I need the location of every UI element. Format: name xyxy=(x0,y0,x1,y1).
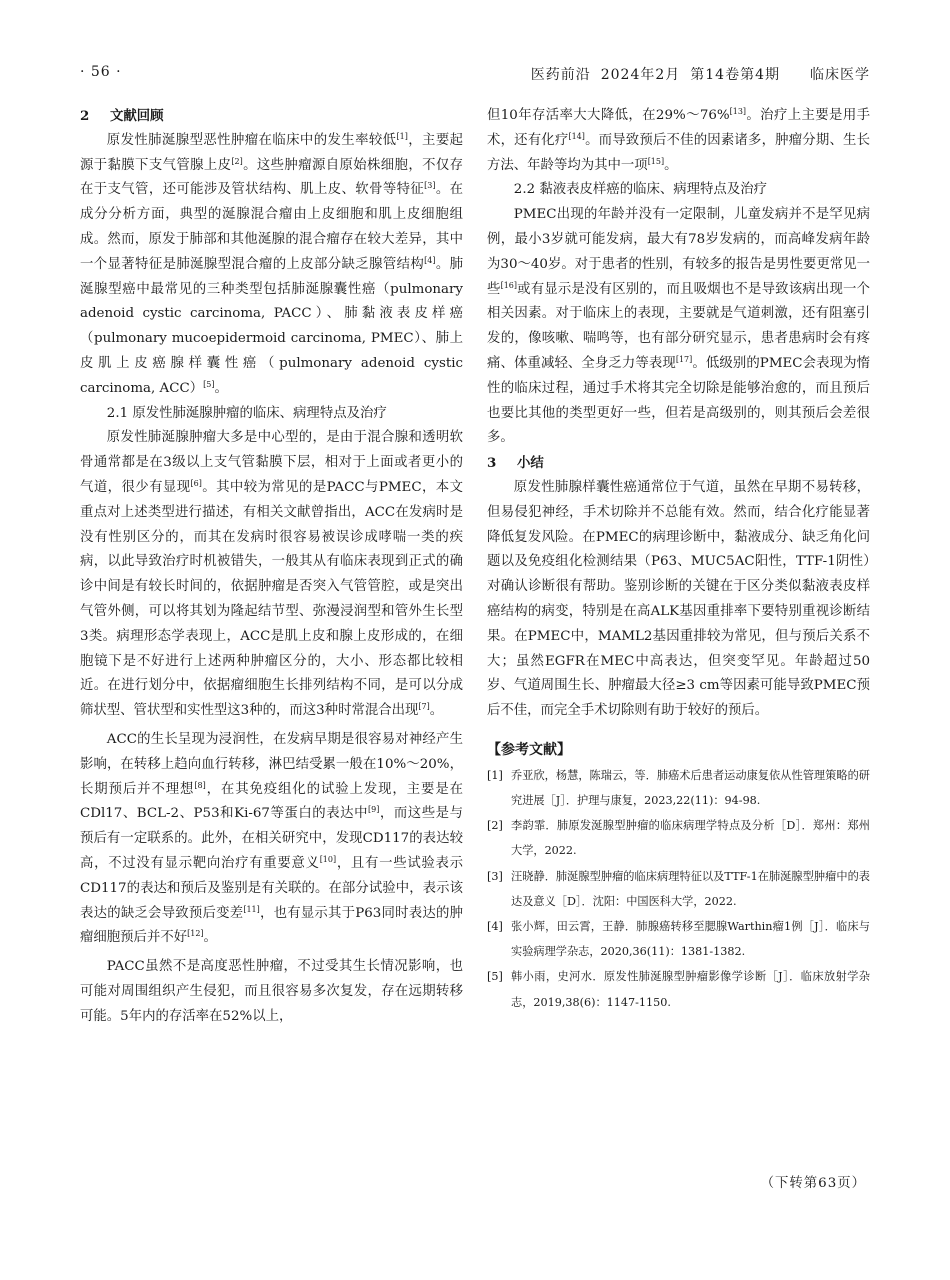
paragraph: ACC的生长呈现为浸润性，在发病早期是很容易对神经产生影响，在转移上趋向血行转移，淋巴结受累一般在10%～20%，长期预后并不理想[8]，在其免疫组化的试验上发现，主要是在CDl17、BCL-2、P53和Ki-67等蛋白的表达中[9]，而这些是与预后有一定联系的。此外，在相关研究中，发现CD117的表达较高，不过没有显示靶向治疗有重要意义[10]，且有一些试验表示CD117的表达和预后及鉴别是有关联的。在部分试验中，表示该表达的缺乏会导致预后变差[11]，也有显示其于P63同时表达的肿瘤细胞预后并不好[12]。 xyxy=(80,731,464,946)
section-number: 2 xyxy=(80,108,90,124)
subsection-heading-2-2: 2.2 黏液表皮样癌的临床、病理特点及治疗 xyxy=(513,182,767,198)
reference-item xyxy=(487,864,870,914)
section-heading-2 xyxy=(80,104,463,129)
left-column xyxy=(80,104,463,1029)
reference-item xyxy=(487,813,870,863)
reference-text: 韩小雨，史河水．原发性肺涎腺型肿瘤影像学诊断［J］．临床放射学杂志，2019,38(6)：1147-1150. xyxy=(511,970,870,1009)
section-heading-3 xyxy=(487,451,870,476)
citation: [6] xyxy=(190,478,202,488)
citation: [4] xyxy=(424,255,436,265)
reference-item xyxy=(487,763,870,813)
reference-text: 汪晓静．肺涎腺型肿瘤的临床病理特征以及TTF-1在肺涎腺型肿瘤中的表达及意义［D］．沈阳：中国医科大学，2022. xyxy=(511,869,870,908)
citation: [2] xyxy=(231,156,243,166)
reference-text: 乔亚欣，杨慧，陈瑞云，等．肺癌术后患者运动康复依从性管理策略的研究进展［J］．护理与康复，2023,22(11)：94-98. xyxy=(511,768,870,807)
reference-number: [4] xyxy=(487,919,503,933)
page-number: · 56 · xyxy=(80,64,122,80)
citation: [16] xyxy=(500,280,517,290)
journal-name: 医药前沿 xyxy=(530,67,591,83)
section-title: 文献回顾 xyxy=(110,108,164,124)
citation: [7] xyxy=(418,702,430,712)
citation: [13] xyxy=(729,107,747,116)
journal-info xyxy=(521,64,870,84)
issue-date: 2024年2月 xyxy=(600,67,681,83)
citation: [15] xyxy=(647,156,665,166)
citation: [8] xyxy=(194,780,206,790)
paragraph: 原发性肺涎腺肿瘤大多是中心型的，是由于混合腺和透明软骨通常都是在3级以上支气管黏膜下层，相对于上面或者更小的气道，很少有显现[6]。其中较为常见的是PACC与PMEC，本文重点对上述类型进行描述，有相关文献曾指出，ACC在发病时是没有性别区分的，而其在发病时很容易被误诊成哮喘一类的疾病，以此导致治疗时机被错失，一般其从有临床表现到正式的确诊中间是有较长时间的，依据肿瘤是否突入气管管腔，或是突出气管外侧，可以将其划为隆起结节型、弥漫浸润型和管外生长型3类。病理形态学表现上，ACC是肌上皮和腺上皮形成的，在细胞镜下是不好进行上述两种肿瘤区分的，大小、形态都比较相近。在进行划分中，依据瘤细胞生长排列结构不同，是可以分成筛状型、管状型和实性型这3种的，而这3种时常混合出现[7]。 xyxy=(80,430,464,719)
citation: [10] xyxy=(319,854,337,864)
citation: [3] xyxy=(424,181,436,191)
subsection-heading-2-1: 2.1 原发性肺涎腺肿瘤的临床、病理特点及治疗 xyxy=(106,405,387,421)
reference-text: 李韵霏．肺原发涎腺型肿瘤的临床病理学特点及分析［D］．郑州：郑州大学，2022. xyxy=(511,819,870,858)
reference-number: [1] xyxy=(487,768,503,782)
reference-number: [2] xyxy=(487,819,503,833)
citation: [14] xyxy=(568,131,585,141)
reference-item xyxy=(487,964,870,1014)
paragraph: 原发性肺涎腺型恶性肿瘤在临床中的发生率较低[1]，主要起源于黏膜下支气管腺上皮[2]。这些肿瘤源自原始株细胞，不仅存在于支气管，还可能涉及管状结构、肌上皮、软骨等特征[3]。在成分分析方面，典型的涎腺混合瘤由上皮细胞和肌上皮细胞组成。然而，原发于肺部和其他涎腺的混合瘤存在较大差异，其中一个显著特征是肺涎腺型混合瘤的上皮部分缺乏腺管结构[4]。肺涎腺型癌中最常见的三种类型包括肺涎腺囊性癌（pulmonary adenoid cystic carcinoma, PACC）、肺黏液表皮样癌（pulmonary mucoepidermoid carcinoma, PMEC）、肺上皮肌上皮癌腺样囊性癌（pulmonary adenoid cystic carcinoma, ACC）[5]。 xyxy=(80,131,464,396)
reference-item xyxy=(487,914,870,964)
reference-number: [5] xyxy=(487,970,503,984)
citation: [11] xyxy=(243,904,260,914)
paragraph: PMEC出现的年龄并没有一定限制，儿童发病并不是罕见病例，最小3岁就可能发病，最大有78岁发病的，而高峰发病年龄为30～40岁。对于患者的性别，有较多的报告是男性要更常见一些[16]或有显示是没有区别的，而且吸烟也不是导致该病出现一个相关因素。对于临床上的表现，主要就是气道刺激，还有阻塞引发的，像咳嗽、喘鸣等，也有部分研究显示，患者患病时会有疼痛、体重减轻、全身乏力等表现[17]。低级别的PMEC会表现为惰性的临床过程，通过手术将其完全切除是能够治愈的，而且预后也要比其他的类型更好一些，但若是高级别的，则其预后会差很多。 xyxy=(487,207,870,446)
references-heading: 【参考文献】 xyxy=(487,741,571,758)
paragraph: PACC虽然不是高度恶性肿瘤，不过受其生长情况影响，也可能对周围组织产生侵犯，而且很容易多次复发，存在远期转移可能。5年内的存活率在52%以上， xyxy=(80,959,463,1024)
citation: [12] xyxy=(187,929,204,939)
reference-text: 张小辉，田云霄，王静．肺腺癌转移至腮腺Warthin瘤1例［J］．临床与实验病理学杂志，2020,36(11)：1381-1382. xyxy=(511,919,870,959)
paragraph: 原发性肺腺样囊性癌通常位于气道，虽然在早期不易转移，但易侵犯神经，手术切除并不总能有效。然而，结合化疗能显著降低复发风险。在PMEC的病理诊断中，黏液成分、缺乏角化问题以及免疫组化检测结果（P63、MUC5AC阳性，TTF-1阴性）对确认诊断很有帮助。鉴别诊断的关键在于区分类似黏液表皮样癌结构的病变，特别是在高ALK基因重排率下要特别重视诊断结果。在PMEC中，MAML2基因重排较为常见，但与预后关系不大；虽然EGFR在MEC中高表达，但突变罕见。年龄超过50岁、气道周围生长、肿瘤最大径≥3 cm等因素可能导致PMEC预后不佳，而完全手术切除则有助于较好的预后。 xyxy=(487,479,870,719)
reference-number: [3] xyxy=(487,869,503,883)
citation: [1] xyxy=(396,131,408,141)
volume-issue: 第14卷第4期 xyxy=(690,67,780,83)
section-name: 临床医学 xyxy=(810,67,870,83)
paragraph-continued: 但10年存活率大大降低，在29%～76%[13]。治疗上主要是用手术，还有化疗[14]。而导致预后不佳的因素诸多，肿瘤分期、生长方法、年龄等均为其中一项[15]。 xyxy=(487,107,871,173)
page-header xyxy=(80,64,870,86)
citation: [5] xyxy=(203,379,215,389)
citation: [9] xyxy=(368,805,380,815)
continued-note: （下转第63页） xyxy=(760,1176,866,1191)
section-title: 小结 xyxy=(517,455,544,472)
right-column xyxy=(487,104,870,1015)
citation: [17] xyxy=(675,354,693,364)
section-number: 3 xyxy=(487,455,497,472)
